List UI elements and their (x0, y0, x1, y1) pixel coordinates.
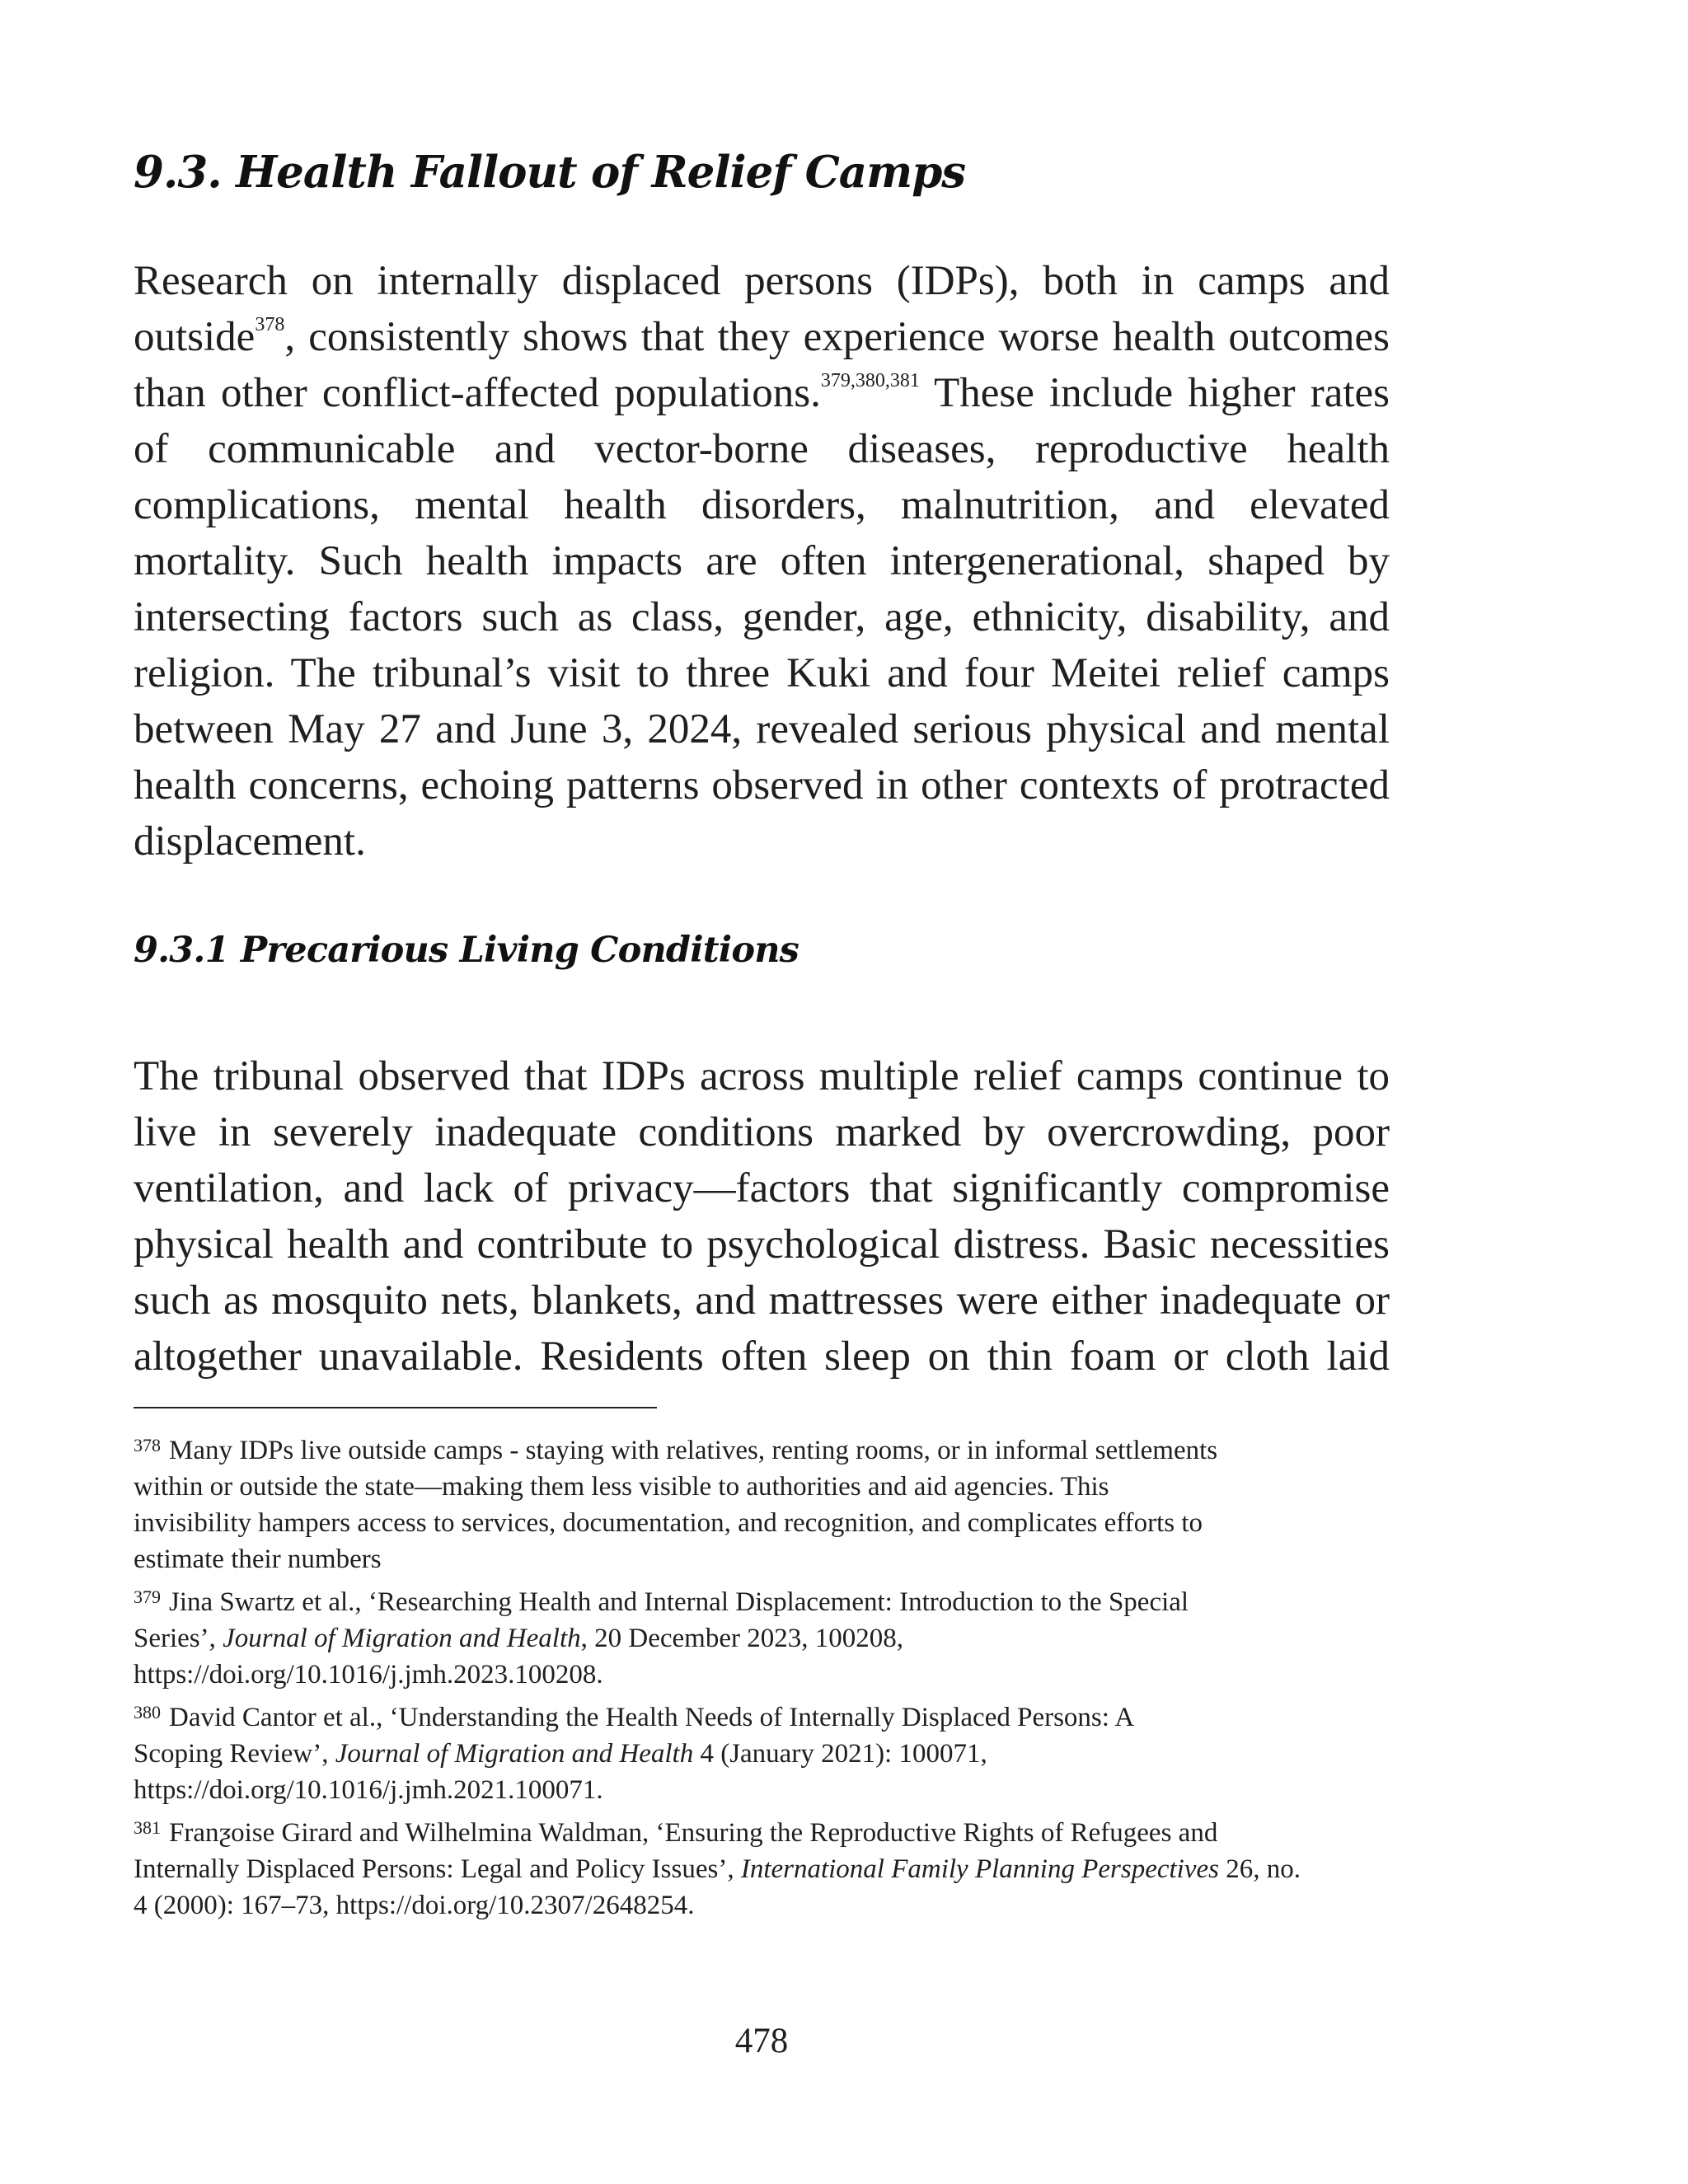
paragraph-line: mortality. Such health impacts are often intergenerational, shaped by (134, 538, 1390, 584)
journal-title: International Family Planning Perspectives (740, 1854, 1219, 1884)
document-page (134, 0, 1390, 2184)
subsection-heading: 9.3.1 Precarious Living Conditions (134, 930, 799, 971)
footnote-379 (134, 1584, 1390, 1693)
footnote-number: 380 (134, 1702, 161, 1722)
footnote-380 (134, 1699, 1390, 1808)
footnote-line: Series’, Journal of Migration and Health, 20 December 2023, 100208, (134, 1624, 903, 1653)
section-heading: 9.3. Health Fallout of Relief Camps (134, 147, 966, 198)
footnote-378 (134, 1432, 1390, 1577)
paragraph-line: such as mosquito nets, blankets, and mattresses were either inadequate or (134, 1277, 1390, 1324)
paragraph-line: than other conflict-affected populations.$^{379,380,381}$ These include higher rates (134, 370, 1390, 416)
paragraph-line: between May 27 and June 3, 2024, revealed serious physical and mental (134, 706, 1390, 752)
paragraph-line: ventilation, and lack of privacy—factors that significantly compromise (134, 1165, 1390, 1212)
footnote-number: 378 (134, 1435, 161, 1455)
paragraph-health-outcomes (134, 253, 1390, 869)
footnote-line: $^{378}$ Many IDPs live outside camps - staying with relatives, renting rooms, or in informal settlements (134, 1435, 1218, 1465)
paragraph-line: physical health and contribute to psychological distress. Basic necessities (134, 1221, 1390, 1268)
paragraph-line: of communicable and vector-borne diseases, reproductive health (134, 426, 1390, 472)
footnote-line: $^{381}$ Franƺoise Girard and Wilhelmina Waldman, ‘Ensuring the Reproductive Rights of Refugees and (134, 1817, 1218, 1848)
footnotes (134, 1432, 1390, 1930)
footnote-381 (134, 1815, 1390, 1924)
paragraph-line: live in severely inadequate conditions marked by overcrowding, poor (134, 1109, 1390, 1155)
footnote-number: 379 (134, 1586, 161, 1607)
paragraph-line: religion. The tribunal’s visit to three Kuki and four Meitei relief camps (134, 650, 1390, 696)
paragraph-line: Research on internally displaced persons (IDPs), both in camps and (134, 258, 1390, 304)
footnote-separator (134, 1407, 657, 1408)
footnote-line: $^{380}$ David Cantor et al., ‘Understanding the Health Needs of Internally Displaced Persons: A (134, 1702, 1135, 1732)
footnote-line: Internally Displaced Persons: Legal and Policy Issues’, International Family Planning Perspectives 26, no. (134, 1854, 1301, 1884)
paragraph-line: altogether unavailable. Residents often sleep on thin foam or cloth laid (134, 1333, 1390, 1380)
paragraph-line: health concerns, echoing patterns observed in other contexts of protracted (134, 762, 1390, 808)
footnote-line: Scoping Review’, Journal of Migration and Health 4 (January 2021): 100071, (134, 1739, 987, 1769)
paragraph-line: intersecting factors such as class, gender, age, ethnicity, disability, and (134, 594, 1390, 640)
paragraph-living-conditions (134, 1048, 1390, 1385)
paragraph-line: complications, mental health disorders, malnutrition, and elevated (134, 482, 1390, 528)
footnote-number: 381 (134, 1817, 161, 1838)
footnote-line: within or outside the state—making them less visible to authorities and aid agencies. This (134, 1472, 1109, 1502)
paragraph-line: outside$^{378}$, consistently shows that they experience worse health outcomes (134, 314, 1390, 360)
paragraph-line: displacement. (134, 818, 366, 865)
footnote-ref-378[interactable]: 378 (255, 314, 285, 335)
paragraph-line: The tribunal observed that IDPs across multiple relief camps continue to (134, 1053, 1390, 1099)
footnote-line: $^{379}$ Jina Swartz et al., ‘Researching Health and Internal Displacement: Introduction to the Special (134, 1586, 1189, 1617)
footnote-line: estimate their numbers (134, 1544, 382, 1574)
footnote-doi-link[interactable]: 4 (2000): 167–73, https://doi.org/10.2307/2648254. (134, 1891, 695, 1920)
journal-title: Journal of Migration and Health (223, 1624, 581, 1653)
page-number: 478 (734, 2022, 789, 2060)
footnote-doi-link[interactable]: https://doi.org/10.1016/j.jmh.2023.100208. (134, 1660, 603, 1690)
footnote-doi-link[interactable]: https://doi.org/10.1016/j.jmh.2021.100071. (134, 1775, 603, 1805)
journal-title: Journal of Migration and Health (335, 1739, 694, 1769)
footnote-line: invisibility hampers access to services, documentation, and recognition, and complicates efforts to (134, 1508, 1203, 1538)
footnote-ref-379-381[interactable]: 379,380,381 (820, 370, 920, 391)
